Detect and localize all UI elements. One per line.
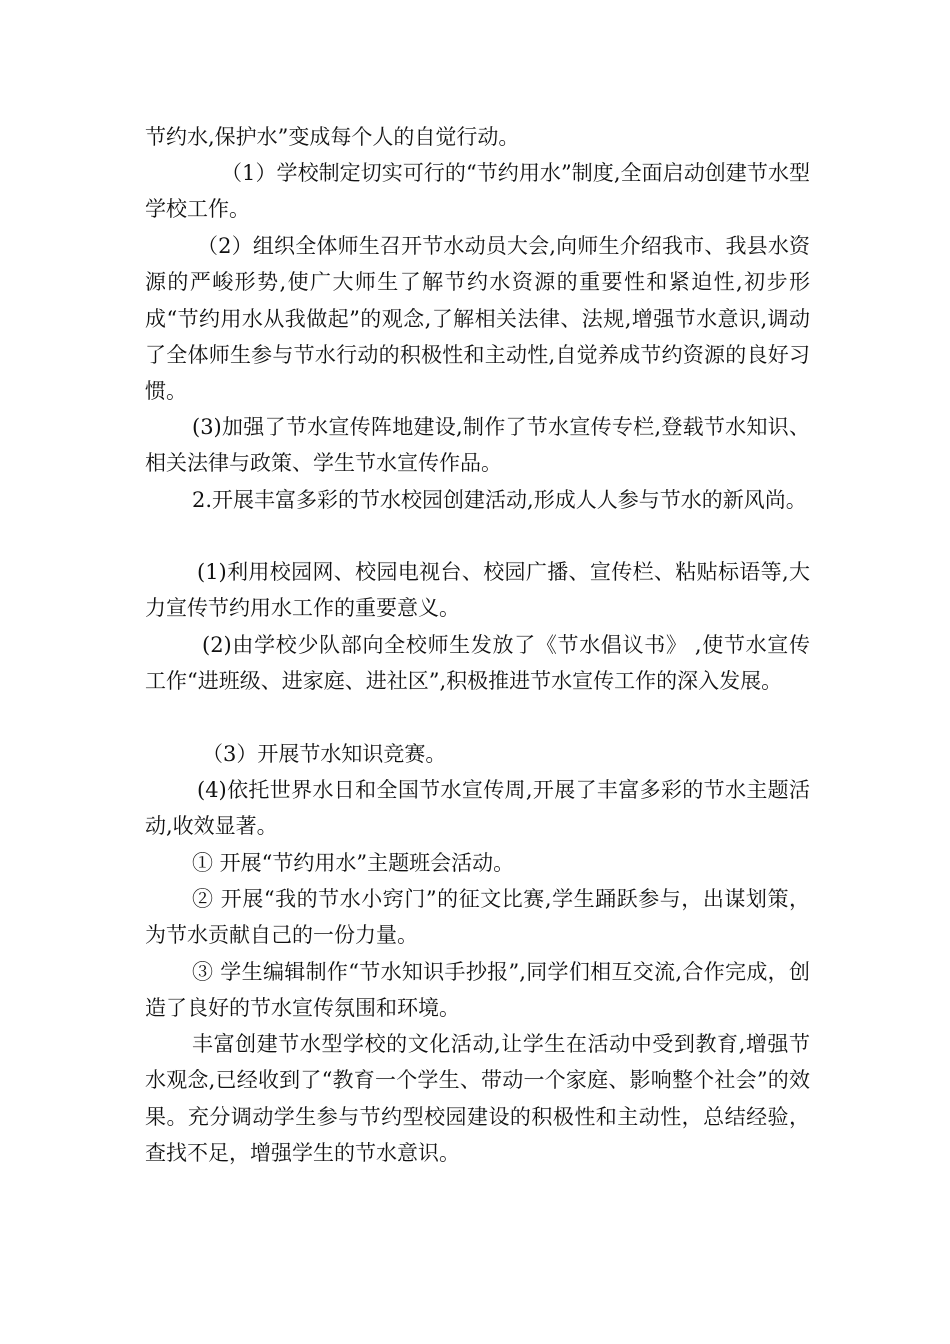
paragraph-12: ③ 学生编辑制作“节水知识手抄报”,同学们相互交流,合作完成，创造了良好的节水宣传氛围和环境。 (145, 960, 810, 1021)
paragraph-9: (4)依托世界水日和全国节水宣传周,开展了丰富多彩的节水主题活动,收效显著。 (145, 778, 810, 839)
paragraph-10: ① 开展“节约用水”主题班会活动。 (192, 851, 515, 875)
paragraph-2: （1）学校制定切实可行的“节约用水”制度,全面启动创建节水型学校工作。 (145, 161, 810, 222)
paragraph-11: ② 开展“我的节水小窍门”的征文比赛,学生踊跃参与，出谋划策，为节水贡献自己的一份力量。 (145, 887, 810, 948)
paragraph-3: （2）组织全体师生召开节水动员大会,向师生介绍我市、我县水资源的严峻形势,使广大师生了解节约水资源的重要性和紧迫性,初步形成“节约用水从我做起”的观念,了解相关法律、法规,增强节水意识,调动了全体师生参与节水行动的积极性和主动性,自觉养成节约资源的良好习惯。 (145, 234, 810, 404)
paragraph-8: （3）开展节水知识竞赛。 (202, 742, 447, 766)
paragraph-7: (2)由学校少队部向全校师生发放了《节水倡议书》 ,使节水宣传工作“进班级、进家庭、进社区”,积极推进节水宣传工作的深入发展。 (145, 633, 810, 694)
paragraph-4: (3)加强了节水宣传阵地建设,制作了节水宣传专栏,登载节水知识、相关法律与政策、学生节水宣传作品。 (145, 415, 810, 476)
paragraph-5: 2.开展丰富多彩的节水校园创建活动,形成人人参与节水的新风尚。 (192, 488, 807, 512)
paragraph-13: 丰富创建节水型学校的文化活动,让学生在活动中受到教育,增强节水观念,已经收到了“教育一个学生、带动一个家庭、影响整个社会”的效果。充分调动学生参与节约型校园建设的积极性和主动性，总结经验，查找不足，增强学生的节水意识。 (145, 1032, 810, 1165)
paragraph-6: (1)利用校园网、校园电视台、校园广播、宣传栏、粘贴标语等,大力宣传节约用水工作的重要意义。 (145, 560, 810, 621)
paragraph-1: 节约水,保护水”变成每个人的自觉行动。 (145, 125, 520, 149)
